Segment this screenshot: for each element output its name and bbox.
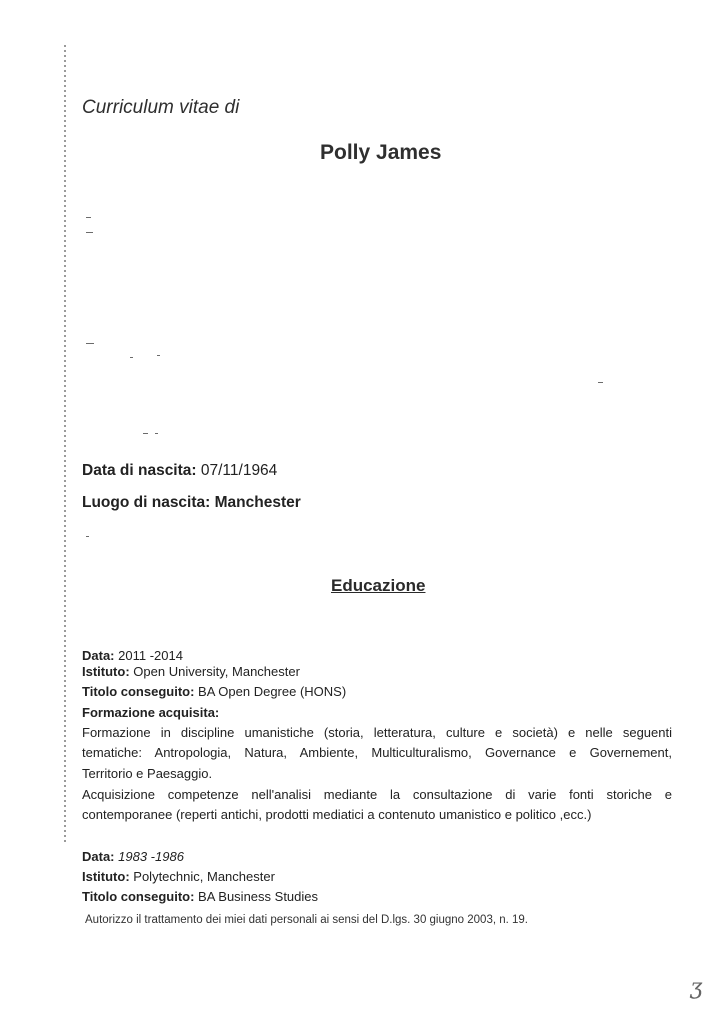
date-value: 1983 -1986 [118,849,184,864]
birth-date-row [82,462,277,480]
scan-speck [157,355,160,356]
degree-label: Titolo conseguito: [82,684,195,699]
birth-date-value: 07/11/1964 [200,462,278,479]
institute-value: Polytechnic, Manchester [133,869,275,884]
margin-dotted-line [64,45,66,845]
institute-label: Istituto: [82,664,130,679]
education-entry-2-date [82,848,184,866]
birth-date-label: Data di nascita: [82,462,197,479]
scan-speck [86,343,94,344]
training-line: Formazione in discipline umanistiche (storia, letteratura, culture e società) e nelle seguenti [82,725,672,740]
date-value: 2011 -2014 [118,648,183,663]
scan-speck [598,382,603,383]
scan-speck [143,433,148,434]
scan-speck [86,536,89,537]
institute-label: Istituto: [82,869,130,884]
education-entry-1-degree [82,683,346,701]
degree-value: BA Open Degree (HONS) [198,684,347,699]
date-label: Data: [82,849,115,864]
scan-speck [86,217,91,218]
education-entry-1-training-label [82,704,219,722]
education-entry-1-institute [82,663,300,681]
privacy-note: Autorizzo il trattamento dei miei dati personali ai sensi del D.lgs. 30 giugno 2003, n. 19. [85,914,529,926]
degree-label: Titolo conseguito: [82,889,195,904]
education-entry-2-degree [82,888,318,906]
date-label: Data: [82,648,115,663]
cv-title: Curriculum vitae di [82,97,240,118]
scan-speck [130,357,133,358]
education-section-title: Educazione [331,576,426,595]
education-entry-2-institute [82,868,275,886]
training-line: Territorio e Paesaggio. [82,766,213,781]
birth-place-row [82,494,301,512]
training-line: contemporanee (reperti antichi, prodotti mediatici a contenuto umanistico e politico ,ecc.) [82,807,592,822]
training-line: Acquisizione competenze nell'analisi mediante la consultazione di varie fonti storiche e [82,787,672,802]
birth-place-value: Manchester [214,494,301,511]
cv-name: Polly James [320,141,442,164]
institute-value: Open University, Manchester [133,664,300,679]
scan-speck [86,232,93,233]
birth-place-label: Luogo di nascita: [82,494,211,511]
training-label: Formazione acquisita: [82,705,220,720]
scan-speck [155,433,158,434]
training-line: tematiche: Antropologia, Natura, Ambiente, Multiculturalismo, Governance e Governement, [82,745,672,760]
degree-value: BA Business Studies [198,889,319,904]
handwritten-initials-mark: ʒ [690,975,703,1000]
